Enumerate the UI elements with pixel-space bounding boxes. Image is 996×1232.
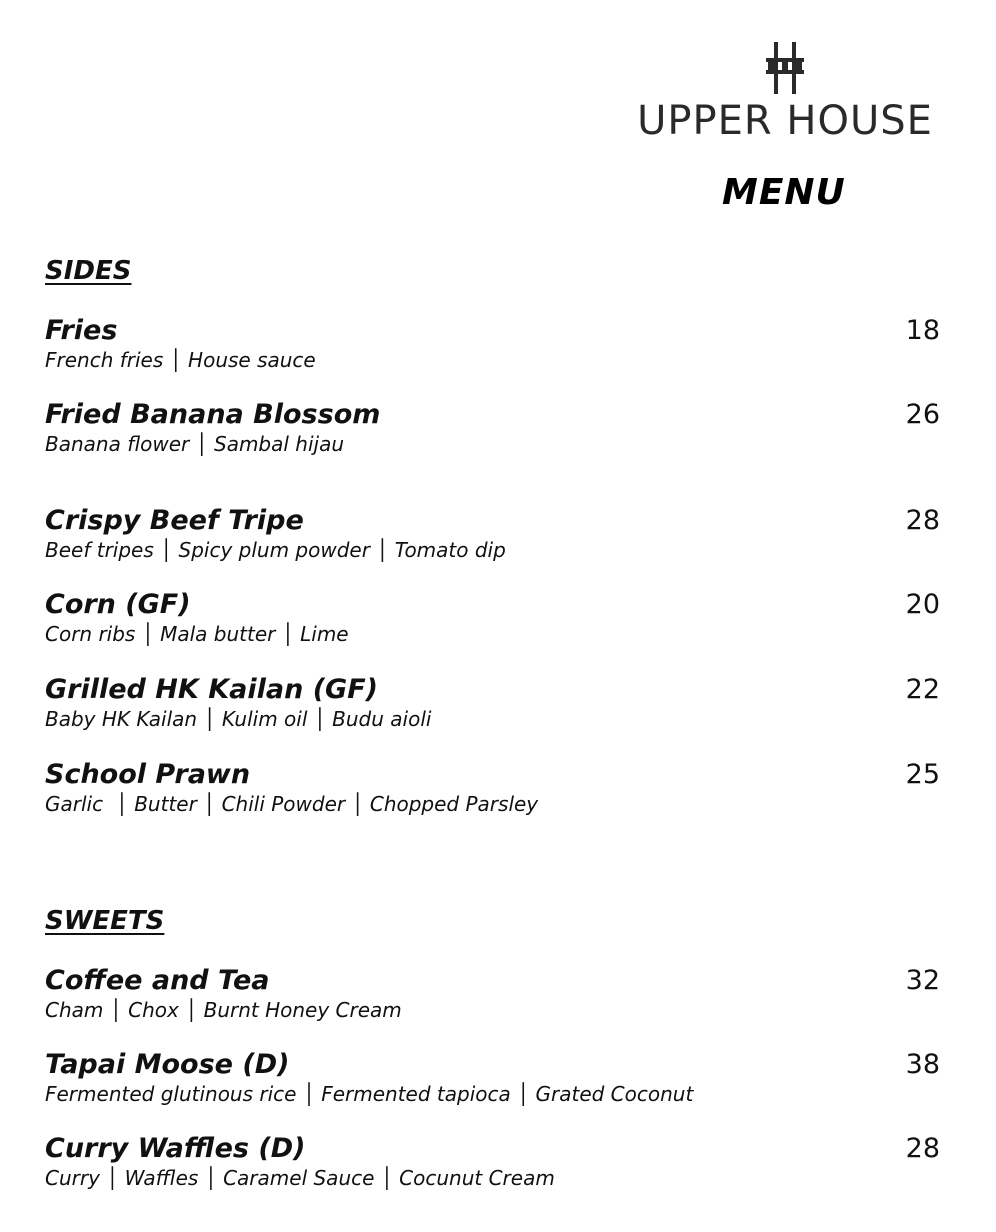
- menu-item: [45, 966, 940, 1024]
- brand-header: [630, 40, 940, 144]
- section-title-sides: SIDES: [45, 256, 132, 286]
- item-price: 20: [905, 589, 940, 620]
- brand-name: UPPER HOUSE: [637, 98, 933, 144]
- menu-item: [45, 1050, 940, 1108]
- section-title-sweets: SWEETS: [45, 906, 165, 936]
- item-description: Banana flower │ Sambal hijau: [45, 432, 345, 456]
- item-description: Corn ribs │ Mala butter │ Lime: [45, 622, 349, 646]
- item-name: Corn (GF): [45, 589, 191, 620]
- menu-item: [45, 675, 940, 733]
- item-price: 25: [905, 759, 940, 790]
- item-name: Fries: [45, 315, 118, 346]
- menu-item: [45, 760, 940, 818]
- item-name: Curry Waffles (D): [45, 1133, 306, 1164]
- item-name: Coffee and Tea: [45, 965, 270, 996]
- item-description: Baby HK Kailan │ Kulim oil │ Budu aioli: [45, 707, 432, 731]
- item-description: Fermented glutinous rice │ Fermented tapioca │ Grated Coconut: [45, 1082, 694, 1106]
- item-name: Crispy Beef Tripe: [45, 505, 304, 536]
- menu-title: MENU: [722, 172, 846, 213]
- item-price: 18: [905, 315, 940, 346]
- upper-house-logo-icon: [760, 40, 810, 96]
- item-name: School Prawn: [45, 759, 251, 790]
- menu-item: [45, 506, 940, 564]
- item-description: Garlic │ Butter │ Chili Powder │ Chopped Parsley: [45, 792, 539, 816]
- item-name: Grilled HK Kailan (GF): [45, 674, 378, 705]
- item-price: 28: [905, 505, 940, 536]
- menu-item: [45, 400, 940, 458]
- item-description: Cham │ Chox │ Burnt Honey Cream: [45, 998, 402, 1022]
- item-name: Fried Banana Blossom: [45, 399, 381, 430]
- item-price: 26: [905, 399, 940, 430]
- item-name: Tapai Moose (D): [45, 1049, 290, 1080]
- item-price: 22: [905, 674, 940, 705]
- item-price: 32: [905, 965, 940, 996]
- item-description: Beef tripes │ Spicy plum powder │ Tomato dip: [45, 538, 506, 562]
- item-description: French fries │ House sauce: [45, 348, 316, 372]
- item-price: 28: [905, 1133, 940, 1164]
- item-description: Curry │ Waffles │ Caramel Sauce │ Cocunut Cream: [45, 1166, 555, 1190]
- menu-item: [45, 316, 940, 374]
- menu-item: [45, 590, 940, 648]
- menu-item: [45, 1134, 940, 1192]
- item-price: 38: [905, 1049, 940, 1080]
